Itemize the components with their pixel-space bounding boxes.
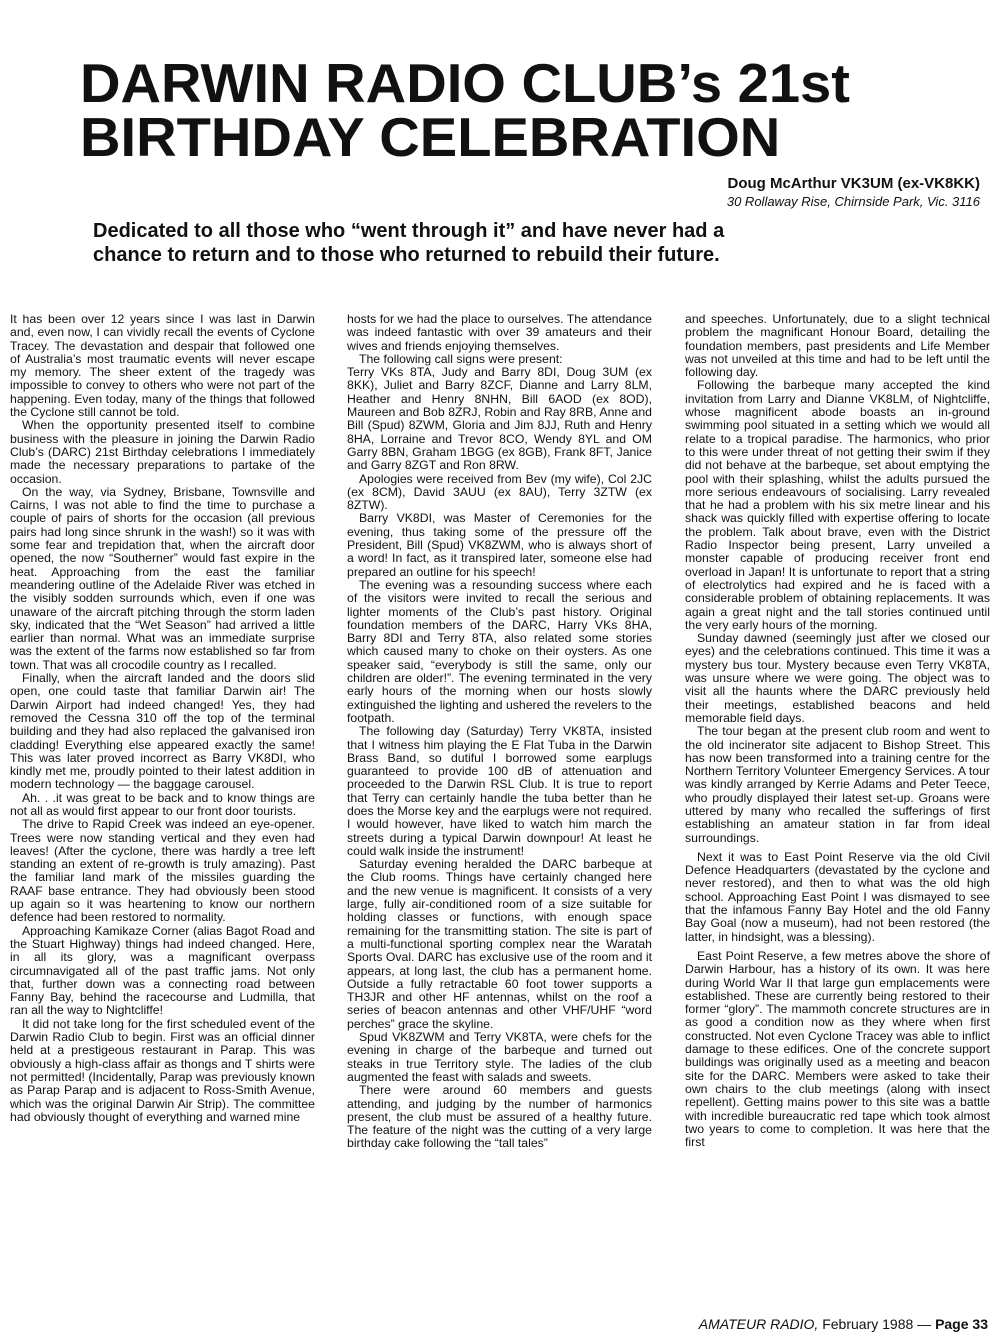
paragraph: When the opportunity presented itself to combine business with the pleasure in joining the Darwin Radio Club’s (DARC) 21st Birthday celebrations I immediately made the necessary preparations to partake of the occasion. [10,418,315,486]
paragraph: Terry VKs 8TA, Judy and Barry 8DI, Doug 3UM (ex 8KK), Juliet and Barry 8ZCF, Dianne and Larry 8LM, Heather and Henry 8NHN, Bill 6AOD (ex 8OD), Maureen and Bob 8ZRJ, Robin and Ray 8RB, Anne and Bill (Spud) 8ZWM, Gloria and Jim 8JJ, Ruth and Henry 8HA, Lorraine and Trevor 8CO, Wendy 8YL and OM Garry 8BN, Graham 1BGG (ex 8GB), Frank 8FT, Janice and Garry 8ZGT and Ron 8RW. [347,365,652,473]
issue-date: February 1988 — [822,1316,932,1332]
title-line-2: BIRTHDAY CELEBRATION [80,106,781,168]
author-name: Doug McArthur VK3UM (ex-VK8KK) [727,175,980,192]
magazine-name: AMATEUR RADIO, [698,1316,819,1332]
paragraph: Apologies were received from Bev (my wife), Col 2JC (ex 8CM), David 3AUU (ex 8AU), Terry 3ZTW (ex 8ZTW). [347,471,652,513]
paragraph: Ah. . .it was great to be back and to know things are not all as would first appear to our front door tourists. [10,790,315,818]
paragraph: hosts for we had the place to ourselves. The attendance was indeed fantastic with over 39 amateurs and their wives and friends enjoying themselves. [347,312,652,353]
author-address: 30 Rollaway Rise, Chirnside Park, Vic. 3116 [726,194,980,209]
paragraph: The drive to Rapid Creek was indeed an eye-opener. Trees were now standing vertical and they even had leaves! (After the cyclone, there was hardly a tree left standing an extent of re-growth is truly amazing). Past the familiar land mark of the missiles guarding the RAAF base entrance. They had obviously been stood up again so it was heartening to know our northern defence had been restored to normality. [10,817,315,925]
text-column-2 [347,313,652,1151]
paragraph: There were around 60 members and guests attending, and judging by the number of harmonics present, the club must be assured of a healthy future. The feature of the night was the cutting of a very large birthday cake following the “tall tales” [347,1083,652,1151]
paragraph: The tour began at the present club room and went to the old incinerator site adjacent to Bishop Street. This has now been transformed into a training centre for the Northern Territory Volunteer Emergency Services. A tour was kindly arranged by Kerrie Adams and Peter Teece, who proudly displayed their latest set-up. Groans were uttered by many who recalled the sufferings of first establishing an amateur station in far from ideal surroundings. [685,724,990,845]
paragraph: It has been over 12 years since I was last in Darwin and, even now, I can vividly recall the events of Cyclone Tracey. The devastation and despair that followed one of Australia’s most traumatic events will never escape my memory. The sheer extent of the tragedy was impossible to convey to others who were not part of the happening. Even today, many of the things that followed the Cyclone still cannot be told. [10,312,315,420]
article-title [80,52,998,168]
byline [727,174,980,210]
paragraph: On the way, via Sydney, Brisbane, Townsville and Cairns, I was not able to find the time to purchase a couple of pairs of shorts for the occasion (all previous pairs had long since shrunk in the wash!) so it was with some fear and trepidation that, when the aircraft door opened, the now “Southerner” would fast expire in the heat. Approaching from the east the familiar meandering outline of the Adelaide River was etched in the visibly sodden surrounds which, even if one was unaware of the aircraft pitching through the storm laden sky, indicated that the “Wet Season” had arrived a little earlier than normal. What was an immediate surprise was the extent of the farms now established so far from town. That was all crocodile country as I recalled. [10,484,315,672]
paragraph: Approaching Kamikaze Corner (alias Bagot Road and the Stuart Highway) things had indeed changed. Here, in all its glory, was a magnificant overpass circumnavigated all of the past traffic jams. Not only that, further down was a connecting road between Fanny Bay, behind the racecourse and Ludmilla, that ran all the way to Nightcliffe! [10,923,315,1018]
page-number: Page 33 [935,1316,988,1332]
paragraph: Next it was to East Point Reserve via the old Civil Defence Headquarters (devastated by the cyclone and never restored), and then to what was the old high school. Approaching East Point I was dismayed to see that the infamous Fanny Bay Hotel and the old Fanny Bay Goal (now a museum), had not been restored (the latter, in hindsight, was a blessing). [685,849,990,944]
paragraph: Spud VK8ZWM and Terry VK8TA, were chefs for the evening in charge of the barbeque and turned out steaks in true Territory style. The ladies of the club augmented the feast with salads and sweets. [347,1030,652,1084]
paragraph: The following day (Saturday) Terry VK8TA, insisted that I witness him playing the E Flat Tuba in the Darwin Brass Band, so dutiful I borrowed some earplugs guaranteed to provide 100 dB of attenuation and proceeded to the Darwin RSL Club. It is true to report that Terry can certainly handle the tuba better than he does the Morse key and the earplugs were not required. I would however, have liked to watch him march the streets during a typical Darwin downpour! At least he could walk inside the instrument! [347,724,652,858]
paragraph: Barry VK8DI, was Master of Ceremonies for the evening, thus taking some of the pressure off the President, Bill (Spud) VK8ZWM, who is always short of a word! In fact, as it transpired later, someone else had prepared an outline for his speech! [347,511,652,579]
dedication: Dedicated to all those who “went through it” and have never had a chance to return and to those who returned to rebuild their future. [93,220,725,266]
paragraph: Sunday dawned (seemingly just after we closed our eyes) and the celebrations continued. This time it was a mystery bus tour. Mystery because even Terry VK8TA, was unsure where we were going. The object was to visit all the haunts where the DARC previously held their meetings, established beacons and held memorable field days. [685,631,990,725]
paragraph: It did not take long for the first scheduled event of the Darwin Radio Club to begin. First was an official dinner held at a prestigeous restaurant in Parap. This was obviously a high-class affair as thongs and T shirts were not permitted! (Incidentally, Parap was previously known as Parap Parap and is adjacent to Ross-Smith Avenue, which was the original Darwin Air Strip). The committee had obviously thought of everything and warned mine [10,1016,315,1124]
page-footer [699,1315,988,1333]
paragraph: Finally, when the aircraft landed and the doors slid open, one could taste that familiar Darwin air! The Darwin Airport had indeed changed! Yes, they had removed the Cessna 310 off the top of the terminal building and they had also replaced the galvanised iron cladding! Everything else appeared exactly the same! This was later proved incorrect as Barry VK8DI, who kindly met me, proudly pointed to their latest addition in modern technology — the baggage carousel. [10,671,315,792]
text-column-3 [685,313,990,1149]
paragraph: Saturday evening heralded the DARC barbeque at the Club rooms. Things have certainly changed here and the new venue is magnificent. It consists of a very large, fully air-conditioned room of a size suitable for holding classes or functions, with enough space remaining for the transmitting station. The site is part of a multi-functional sporting complex near the Waratah Sports Oval. DARC has exclusive use of the room and it appears, at long last, the club has a permanent home. Outside a fully retractable 60 foot tower supports a TH3JR and other HF antennas, whilst on the roof a series of beacon antennas and other VHF/UHF “word perches” grace the skyline. [347,857,652,1031]
paragraph: The evening was a resounding success where each of the visitors were invited to recall the serious and lighter moments of the Club’s past history. Original foundation members of the DARC, Harry VKs 8HA, Barry 8DI and Terry 8TA, also related some stories which caused many to choke on their oysters. As one speaker said, “everybody is still the same, only our children are older!”. The evening terminated in the very early hours of the morning when our hosts slowly extinguished the lighting and ushered the revelers to the footpath. [347,577,652,725]
paragraph: The following call signs were present: [359,351,563,366]
text-column-1 [10,313,315,1124]
title-line-1: DARWIN RADIO CLUB’s 21st [80,52,850,114]
paragraph: and speeches. Unfortunately, due to a slight technical problem the magnificant Honour Board, detailing the foundation members, past presidents and Life Member was not unveiled at this time and had to be left until the following day. [685,312,990,380]
paragraph: East Point Reserve, a few metres above the shore of Darwin Harbour, has a history of its own. It was here during World War II that large gun emplacements were established. These are currently being restored to their former “glory”. The mammoth concrete structures are in as good a condition now as they where when first constructed. Not even Cyclone Tracey was able to inflict damage to these edifices. One of the concrete support buildings was originally used as a meeting and beacon site for the DARC. Members were asked to take their own chairs to the club meetings (along with insect repellent). Getting mains power to this site was a battle with incredible bureaucratic red tape which took almost two years to come to completion. It was here that the first [685,948,990,1150]
paragraph: Following the barbeque many accepted the kind invitation from Larry and Dianne VK8LM, of Nightcliffe, whose magnificent abode boasts an in-ground swimming pool situated in a setting which we would all relate to a tropical paradise. The harmonics, who prior to this were under threat of not getting their swim if they did not behave at the barbeque, set about emptying the pool with their splashing, whilst the adults pursued the more serious endeavours of socialising. Larry revealed that he had a problem with his six metre linear and his shack was quickly filled with expertise offering to locate the problem. Talk about brave, even with the District Radio Inspector being present, Larry unveiled a monster capable of producing receiver front end overload in Japan! It is unfortunate to report that a string of electrolytics had expired and he is faced with a considerable problem of obtaining replacements. It was again a great night and the tall stories continued until the very early hours of the morning. [685,378,990,632]
